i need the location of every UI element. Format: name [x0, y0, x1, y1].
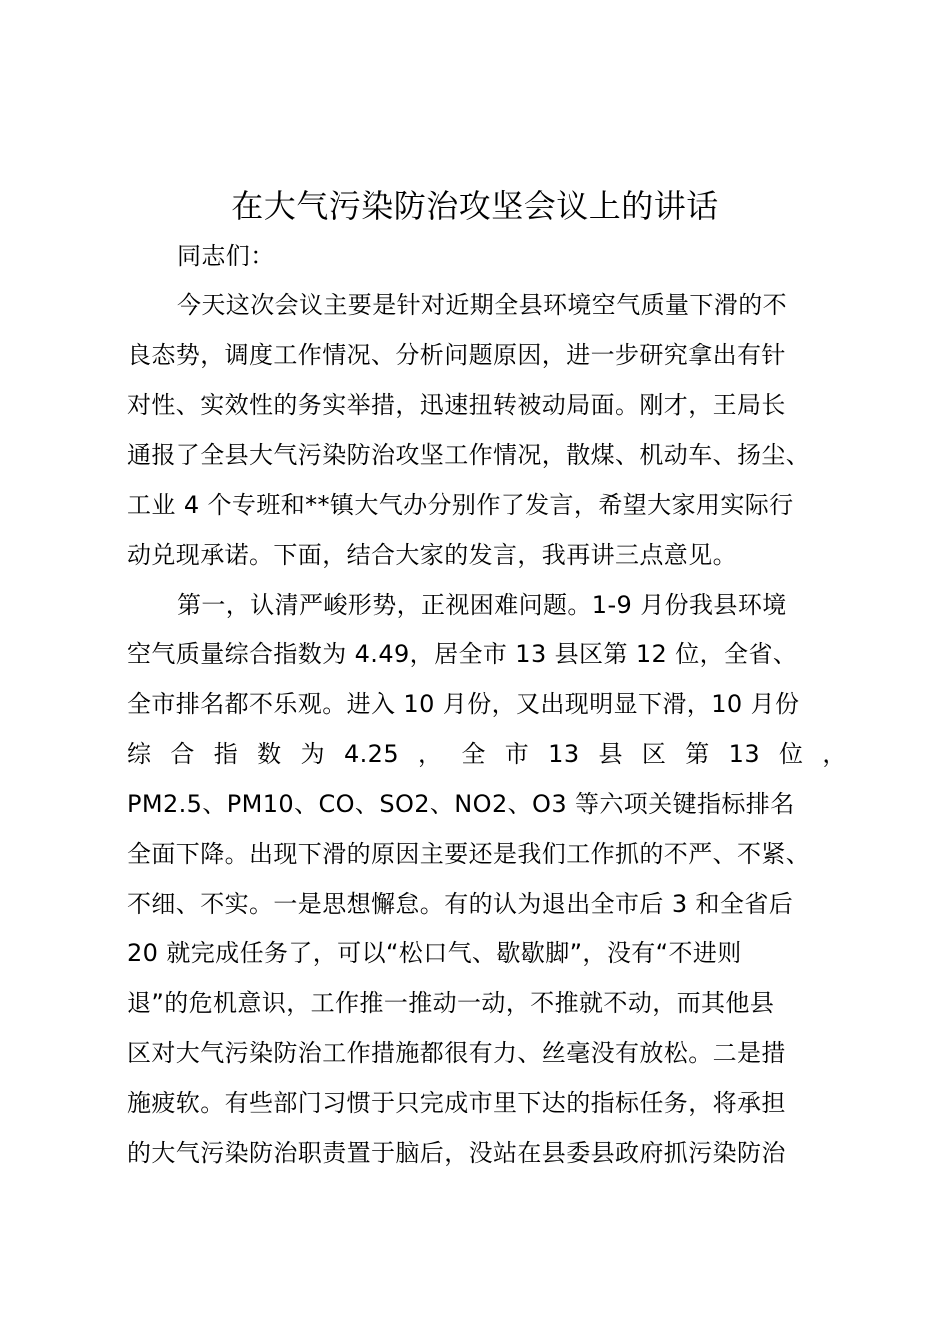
paragraph-line: 今天这次会议主要是针对近期全县环境空气质量下滑的不	[177, 291, 787, 319]
justified-token: 为	[300, 740, 325, 768]
justified-token: 全	[461, 740, 486, 768]
paragraph-line: 工业 4 个专班和**镇大气办分别作了发言，希望大家用实际行	[127, 491, 794, 519]
paragraph-line: 退”的危机意识，工作推一推动一动，不推就不动，而其他县	[127, 989, 775, 1017]
justified-token: ，	[417, 740, 443, 768]
justified-token: 4.25	[343, 740, 399, 768]
justified-token: 13	[548, 740, 580, 768]
paragraph-line: 良态势，调度工作情况、分析问题原因，进一步研究拿出有针	[127, 341, 786, 369]
paragraph-line: 空气质量综合指数为 4.49，居全市 13 县区第 12 位，全省、	[127, 640, 798, 668]
justified-token: 综	[127, 740, 152, 768]
paragraph-line: 动兑现承诺。下面，结合大家的发言，我再讲三点意见。	[127, 541, 737, 569]
paragraph-line: 不细、不实。一是思想懈怠。有的认为退出全市后 3 和全省后	[127, 890, 794, 918]
paragraph-line: 全市排名都不乐观。进入 10 月份，又出现明显下滑，10 月份	[127, 690, 800, 718]
paragraph-line: 对性、实效性的务实举措，迅速扭转被动局面。刚才，王局长	[127, 391, 786, 419]
paragraph-line: 施疲软。有些部门习惯于只完成市里下达的指标任务，将承担	[127, 1089, 786, 1117]
justified-token: 县	[598, 740, 623, 768]
paragraph-line: 全面下降。出现下滑的原因主要还是我们工作抓的不严、不紧、	[127, 840, 811, 868]
paragraph-line: 的大气污染防治职责置于脑后，没站在县委县政府抓污染防治	[127, 1139, 786, 1167]
justified-line	[127, 734, 847, 774]
justified-token: 指	[213, 740, 239, 768]
salutation: 同志们：	[177, 242, 275, 270]
justified-token: 市	[504, 740, 530, 768]
justified-token: 合	[170, 740, 195, 768]
paragraph-line: 通报了全县大气污染防治攻坚工作情况，散煤、机动车、扬尘、	[127, 441, 811, 469]
paragraph-line: 第一，认清严峻形势，正视困难问题。1-9 月份我县环境	[177, 591, 787, 619]
paragraph-line: 区对大气污染防治工作措施都很有力、丝毫没有放松。二是措	[127, 1039, 786, 1067]
justified-token: 区	[641, 740, 667, 768]
justified-token: 位	[778, 740, 804, 768]
justified-token: 第	[685, 740, 710, 768]
justified-token: ，	[822, 740, 847, 768]
document-title: 在大气污染防治攻坚会议上的讲话	[231, 187, 719, 225]
paragraph-line: PM2.5、PM10、CO、SO2、NO2、O3 等六项关键指标排名	[127, 790, 795, 818]
justified-token: 13	[728, 740, 760, 768]
paragraph-line: 20 就完成任务了，可以“松口气、歇歇脚”，没有“不进则	[127, 939, 742, 967]
justified-token: 数	[257, 740, 282, 768]
